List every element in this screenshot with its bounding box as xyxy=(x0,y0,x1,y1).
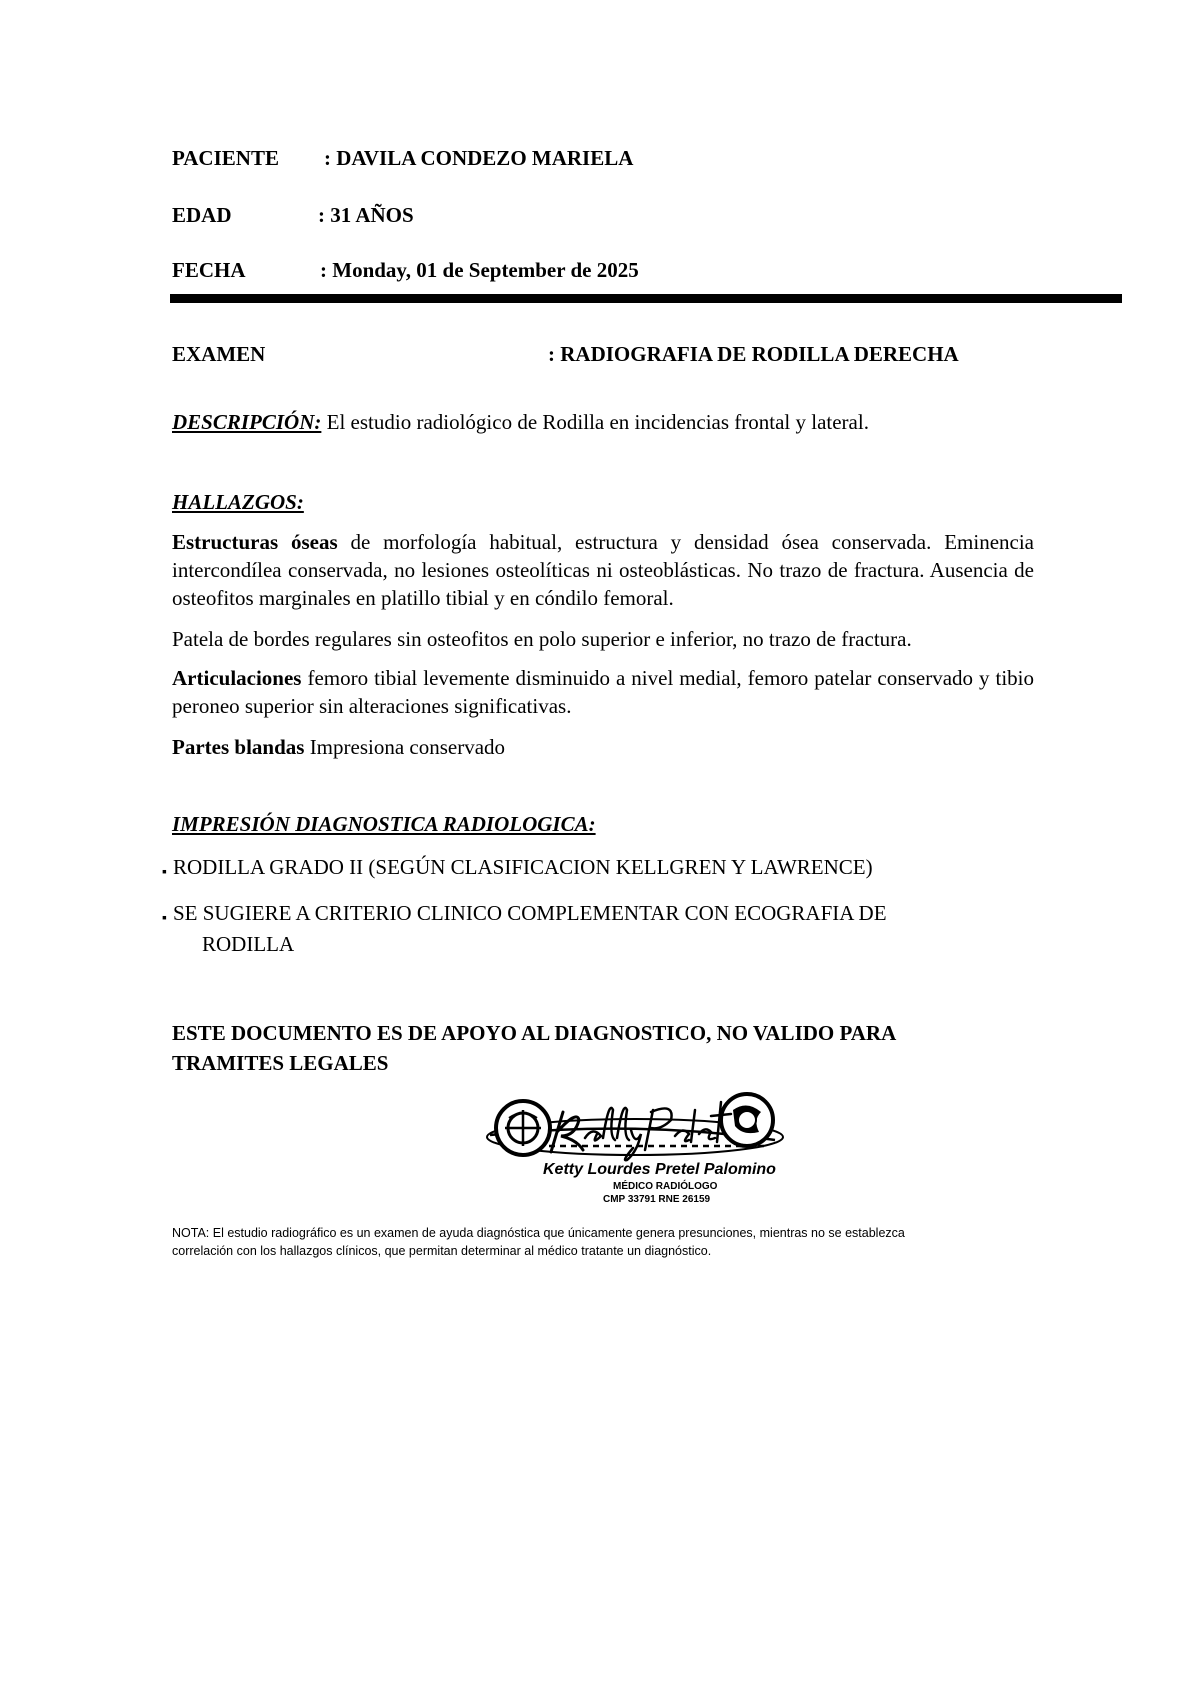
signature-stamp xyxy=(485,1090,785,1210)
disclaimer-note-line: NOTA: El estudio radiográfico es un examen de ayuda diagnóstica que únicamente genera presunciones, mientras no se establezca xyxy=(172,1226,905,1240)
impression-item xyxy=(162,898,1042,960)
impression-item-text: SE SUGIERE A CRITERIO CLINICO COMPLEMENTAR CON ECOGRAFIA DE xyxy=(173,901,887,925)
patient-label: PACIENTE xyxy=(172,146,279,170)
bullet-icon: ▪ xyxy=(162,911,167,926)
disclaimer-note xyxy=(172,1224,1052,1260)
legal-notice-line: ESTE DOCUMENTO ES DE APOYO AL DIAGNOSTICO, NO VALIDO PARA xyxy=(172,1021,897,1045)
soft-text: Impresiona conservado xyxy=(304,735,506,759)
exam-label: EXAMEN xyxy=(172,342,266,366)
right-emblem-icon xyxy=(721,1094,773,1146)
signature-title: MÉDICO RADIÓLOGO xyxy=(613,1181,718,1192)
legal-notice xyxy=(172,1018,1052,1078)
date-value: : Monday, 01 de September de 2025 xyxy=(320,258,639,282)
disclaimer-note-line: correlación con los hallazgos clínicos, que permitan determinar al médico tratante un diagnóstico. xyxy=(172,1244,712,1258)
signature-ids: CMP 33791 RNE 26159 xyxy=(603,1194,711,1205)
patient-value: : DAVILA CONDEZO MARIELA xyxy=(324,146,634,170)
findings-joints-paragraph xyxy=(172,664,1034,720)
exam-row xyxy=(172,342,959,367)
impression-item-text: RODILLA GRADO II (SEGÚN CLASIFICACION KELLGREN Y LAWRENCE) xyxy=(173,855,873,879)
date-label: FECHA xyxy=(172,258,246,282)
bones-text: de morfología habitual, estructura y densidad ósea conservada. Eminencia intercondílea conservada, no lesiones osteolíticas ni osteoblásticas. No trazo de fractura. Ausencia de osteofitos marginales en platillo tibial y en cóndilo femoral. xyxy=(172,530,1034,610)
findings-heading: HALLAZGOS: xyxy=(172,490,304,514)
exam-value: : RADIOGRAFIA DE RODILLA DERECHA xyxy=(548,342,959,366)
bullet-icon: ▪ xyxy=(162,865,167,880)
findings-bones-paragraph xyxy=(172,528,1034,612)
bones-label: Estructuras óseas xyxy=(172,530,338,554)
findings-soft-tissue-paragraph xyxy=(172,733,1034,761)
impression-heading: IMPRESIÓN DIAGNOSTICA RADIOLOGICA: xyxy=(172,812,596,836)
description xyxy=(172,410,869,435)
soft-label: Partes blandas xyxy=(172,735,305,759)
left-emblem-icon xyxy=(496,1101,550,1155)
header-divider xyxy=(170,294,1122,303)
impression-item xyxy=(162,852,1042,883)
findings-patella-paragraph: Patela de bordes regulares sin osteofitos en polo superior e inferior, no trazo de fractura. xyxy=(172,627,912,651)
description-heading: DESCRIPCIÓN: xyxy=(172,410,322,434)
joints-label: Articulaciones xyxy=(172,666,302,690)
age-value: : 31 AÑOS xyxy=(318,203,414,227)
signature-name: Ketty Lourdes Pretel Palomino xyxy=(543,1161,776,1178)
age-label: EDAD xyxy=(172,203,232,227)
joints-text: femoro tibial levemente disminuido a nivel medial, femoro patelar conservado y tibio peroneo superior sin alteraciones significativas. xyxy=(172,666,1034,718)
description-text: El estudio radiológico de Rodilla en incidencias frontal y lateral. xyxy=(321,410,869,434)
impression-item-text-continued: RODILLA xyxy=(202,932,295,956)
legal-notice-line: TRAMITES LEGALES xyxy=(172,1051,389,1075)
